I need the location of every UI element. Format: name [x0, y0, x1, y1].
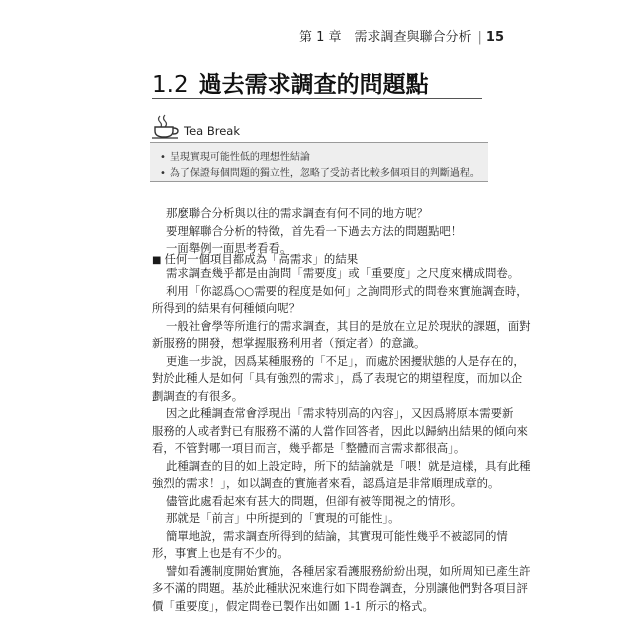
page-number: 15 — [485, 30, 504, 45]
paragraph — [152, 458, 531, 493]
tea-break-point — [160, 148, 310, 163]
paragraph — [152, 510, 488, 528]
text-line: 那就是「前言」中所提到的「實現的可能性」。 — [166, 511, 400, 525]
text-line: 需求調查幾乎都是由詢問「需要度」或「重要度」之尺度來構成問卷。 — [166, 266, 520, 280]
text-line: 所得到的結果有何種傾向呢？ — [152, 301, 301, 315]
bullet-marker: • — [160, 168, 166, 179]
running-header — [299, 26, 504, 45]
paragraph — [152, 493, 488, 511]
paragraph — [152, 528, 508, 563]
text-line: 看，不管對哪一項目而言，幾乎都是「整體而言需求都很高」。 — [152, 441, 466, 455]
body-text — [152, 265, 531, 615]
paragraph — [152, 283, 528, 318]
text-line: 因之此種調查常會浮現出「需求特別高的內容」，又因爲將原本需要新 — [166, 406, 514, 420]
section-heading — [152, 66, 429, 99]
paragraph — [152, 318, 531, 353]
text-line: 利用「你認爲○○需要的程度是如何」之詢問形式的問卷來實施調查時， — [166, 283, 528, 298]
tea-break-point-text: 為了保證每個問題的獨立性，忽略了受訪者比較多個項目的判斷過程。 — [169, 168, 480, 179]
subheading-text: 任何一個項目都成為「高需求」的結果 — [164, 252, 359, 266]
bullet-marker: • — [160, 152, 166, 163]
coffee-cup-icon — [150, 113, 182, 139]
paragraph — [152, 265, 520, 283]
square-bullet-icon: ■ — [152, 255, 162, 266]
text-line: 儘管此處看起來有甚大的問題，但卻有被等閒視之的情形。 — [166, 493, 463, 508]
text-line: 要理解聯合分析的特徵，首先看一下過去方法的問題點吧！ — [166, 223, 463, 238]
section-number: 1.2 — [152, 72, 189, 98]
text-line: 形，事實上也是有不少的。 — [152, 546, 289, 560]
paragraph — [152, 405, 528, 458]
text-line: 服務的人或者對已有服務不滿的人當作回答者，因此以歸納出結果的傾向來 — [152, 423, 528, 438]
text-line: 對於此種人是如何「具有強烈的需求」，爲了表現它的期望程度，而加以企 — [152, 371, 523, 385]
text-line: 此種調查的目的如上設定時，所下的結論就是「喂！就是這樣，具有此種 — [166, 458, 531, 473]
section-title-text: 過去需求調查的問題點 — [198, 72, 429, 98]
text-line: 更進一步說，因爲某種服務的「不足」，而處於困擾狀態的人是存在的， — [166, 353, 525, 368]
tea-break-label: Tea Break — [184, 124, 240, 138]
header-divider: | — [477, 30, 482, 45]
text-line: 價「重要度」，假定問卷已製作出如圖 1-1 所示的格式。 — [152, 598, 434, 613]
intro-paragraph — [166, 205, 462, 258]
text-line: 一般社會學等所進行的需求調查，其目的是放在立足於現狀的課題，面對 — [166, 318, 531, 333]
tea-break-box — [150, 142, 488, 182]
chapter-title: 第 1 章 需求調查與聯合分析 — [298, 30, 472, 45]
text-line: 新服務的開發，想掌握服務利用者（預定者）的意識。 — [152, 336, 426, 350]
tea-break-point — [160, 164, 480, 179]
text-line: 簡單地說，需求調查所得到的結論，其實現可能性幾乎不被認同的情 — [166, 528, 508, 543]
tea-break-point-text: 呈現實現可能性低的理想性結論 — [169, 152, 310, 163]
text-line: 那麼聯合分析與以往的需求調查有何不同的地方呢？ — [166, 206, 428, 220]
title-underline — [152, 98, 482, 99]
text-line: 多不滿的問題。基於此種狀況來進行如下問卷調查，分別讓他們對各項目評 — [152, 581, 528, 595]
text-line: 譬如看護制度開始實施，各種居家看護服務紛紛出現，如所周知已產生許 — [166, 563, 531, 578]
paragraph — [152, 563, 531, 616]
text-line: 劃調查的有很多。 — [152, 388, 244, 403]
text-line: 強烈的需求！」，如以調查的實施者來看，認爲這是非常順理成章的。 — [152, 476, 500, 490]
text-line: 一面舉例一面思考看看。 — [166, 241, 292, 255]
paragraph — [152, 353, 525, 406]
